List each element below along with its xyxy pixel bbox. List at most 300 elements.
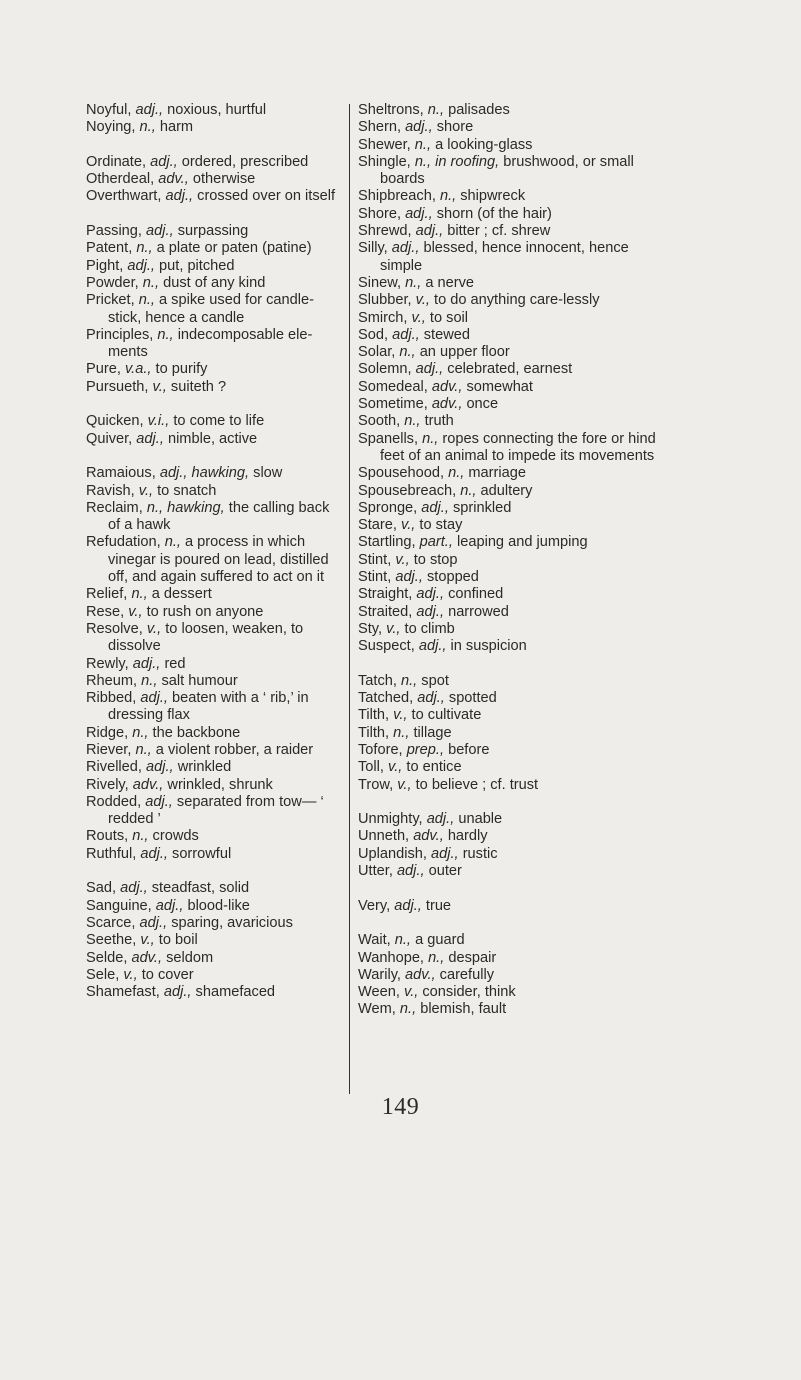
headword: Trow,	[358, 776, 394, 793]
part-of-speech: adj.,	[417, 690, 445, 707]
glossary-entry	[86, 846, 338, 863]
definition: a dessert	[151, 586, 212, 603]
headword: Scarce,	[86, 914, 136, 931]
glossary-entry	[358, 517, 663, 534]
glossary-entry	[86, 188, 338, 205]
definition: truth	[424, 413, 454, 430]
definition: to rush on anyone	[146, 603, 264, 620]
headword: Utter,	[358, 863, 393, 880]
definition: otherwise	[192, 171, 256, 188]
glossary-entry	[86, 777, 338, 794]
part-of-speech: n.,	[393, 724, 410, 741]
headword: Rivelled,	[86, 759, 142, 776]
part-of-speech: n.,	[422, 430, 439, 447]
headword: Warily,	[358, 966, 401, 983]
part-of-speech: adj.,	[145, 793, 173, 810]
entry-group	[86, 880, 338, 1001]
part-of-speech: adv.,	[131, 949, 163, 966]
entry-group	[86, 154, 338, 206]
glossary-entry	[86, 932, 338, 949]
definition: shipwreck	[460, 188, 526, 205]
headword: Stare,	[358, 517, 397, 534]
headword: Overthwart,	[86, 188, 162, 205]
glossary-entry	[358, 846, 663, 863]
glossary-entry	[358, 275, 663, 292]
glossary-entry	[358, 777, 663, 794]
headword: Ravish,	[86, 482, 135, 499]
headword: Straited,	[358, 603, 413, 620]
headword: Shewer,	[358, 136, 411, 153]
headword: Very,	[358, 897, 391, 914]
definition: wrinkled	[177, 759, 232, 776]
part-of-speech: v.,	[403, 984, 419, 1001]
part-of-speech: v.,	[415, 292, 430, 309]
headword: Otherdeal,	[86, 171, 155, 188]
definition: tillage	[413, 724, 452, 741]
headword: Reclaim,	[86, 499, 143, 516]
definition: shore	[436, 119, 474, 136]
definition: brushwood, or small boards	[380, 153, 634, 188]
part-of-speech: part.,	[419, 534, 453, 551]
definition: somewhat	[466, 378, 533, 395]
part-of-speech: adj.,	[418, 638, 447, 655]
part-of-speech: v.,	[123, 966, 138, 983]
part-of-speech: n.,	[448, 465, 465, 482]
headword: Ramaious,	[86, 465, 156, 482]
glossary-entry	[358, 967, 663, 984]
glossary-entry	[358, 206, 663, 223]
glossary-column-right	[358, 102, 663, 1036]
part-of-speech: adj.,	[150, 153, 178, 170]
glossary-entry	[358, 188, 663, 205]
glossary-entry	[86, 534, 338, 586]
part-of-speech: adj.,	[120, 880, 148, 897]
glossary-entry	[86, 171, 338, 188]
headword: Sanguine,	[86, 897, 152, 914]
glossary-entry	[358, 465, 663, 482]
definition: ropes connecting the fore or hind feet of an animal to impede its movements	[380, 430, 656, 464]
headword: Unmighty,	[358, 811, 423, 828]
part-of-speech: adj.,	[396, 863, 425, 880]
headword: Ribbed,	[86, 690, 137, 707]
part-of-speech: adj., hawking,	[159, 465, 250, 482]
definition: true	[425, 897, 452, 914]
part-of-speech: adj.,	[391, 240, 420, 257]
definition: rustic	[462, 845, 498, 862]
definition: the backbone	[152, 724, 241, 741]
entry-group	[358, 673, 663, 794]
definition: seldom	[166, 949, 214, 966]
part-of-speech: adj.,	[421, 499, 449, 516]
headword: Tofore,	[358, 741, 403, 758]
part-of-speech: v.,	[393, 707, 408, 724]
headword: Spronge,	[358, 499, 418, 516]
definition: confined	[448, 586, 504, 603]
part-of-speech: n.,	[139, 119, 156, 136]
part-of-speech: adj.,	[395, 569, 423, 586]
part-of-speech: v.,	[395, 551, 410, 568]
headword: Quicken,	[86, 413, 144, 430]
definition: crowds	[152, 828, 199, 845]
part-of-speech: adj.,	[426, 811, 455, 828]
glossary-entry	[86, 413, 338, 430]
glossary-entry	[358, 102, 663, 119]
glossary-entry	[358, 154, 663, 189]
glossary-entry	[86, 673, 338, 690]
glossary-entry	[358, 327, 663, 344]
glossary-entry	[86, 154, 338, 171]
headword: Spanells,	[358, 430, 419, 447]
glossary-entry	[86, 275, 338, 292]
part-of-speech: n.,	[132, 828, 149, 845]
glossary-entry	[86, 292, 338, 327]
entry-group	[86, 102, 338, 137]
glossary-entry	[86, 967, 338, 984]
part-of-speech: v.i.,	[147, 413, 170, 430]
definition: slow	[253, 465, 283, 482]
headword: Sad,	[86, 880, 117, 897]
part-of-speech: adj.,	[165, 188, 194, 205]
part-of-speech: v.a.,	[124, 361, 152, 378]
definition: unable	[458, 811, 503, 828]
part-of-speech: v.,	[386, 620, 401, 637]
part-of-speech: adv.,	[132, 776, 164, 793]
part-of-speech: adj.,	[415, 361, 444, 378]
glossary-entry	[358, 396, 663, 413]
glossary-entry	[86, 361, 338, 378]
headword: Somedeal,	[358, 378, 428, 395]
definition: put, pitched	[159, 257, 235, 274]
part-of-speech: adj.,	[405, 119, 433, 136]
part-of-speech: adj.,	[416, 586, 445, 603]
part-of-speech: adj.,	[163, 984, 192, 1001]
definition: in suspicion	[450, 638, 527, 655]
headword: Refudation,	[86, 534, 161, 551]
headword: Pight,	[86, 257, 124, 274]
definition: blessed, hence innocent, hence simple	[380, 240, 629, 274]
part-of-speech: adj.,	[405, 205, 433, 222]
headword: Seethe,	[86, 932, 137, 949]
glossary-entry	[358, 621, 663, 638]
headword: Tilth,	[358, 724, 390, 741]
headword: Sheltrons,	[358, 102, 424, 118]
headword: Shipbreach,	[358, 188, 436, 205]
glossary-entry	[358, 413, 663, 430]
definition: to soil	[429, 309, 469, 326]
part-of-speech: prep.,	[406, 741, 445, 758]
glossary-entry	[358, 534, 663, 551]
headword: Patent,	[86, 240, 133, 257]
definition: dust of any kind	[163, 274, 266, 291]
headword: Sod,	[358, 326, 389, 343]
headword: Routs,	[86, 828, 129, 845]
part-of-speech: n.,	[132, 724, 149, 741]
headword: Rewly,	[86, 655, 129, 672]
definition: narrowed	[448, 603, 509, 620]
headword: Powder,	[86, 274, 139, 291]
glossary-entry	[358, 361, 663, 378]
headword: Shingle,	[358, 153, 411, 170]
headword: Rodded,	[86, 793, 142, 810]
definition: marriage	[468, 465, 526, 482]
headword: Quiver,	[86, 430, 133, 447]
part-of-speech: n., in roofing,	[414, 153, 500, 170]
entry-group	[358, 932, 663, 1018]
glossary-entry	[358, 552, 663, 569]
entry-group	[358, 898, 663, 915]
part-of-speech: adj.,	[415, 223, 444, 240]
part-of-speech: v.,	[146, 620, 162, 637]
part-of-speech: adj.,	[146, 223, 174, 240]
headword: Tatched,	[358, 690, 414, 707]
glossary-entry	[358, 1001, 663, 1018]
glossary-entry	[86, 915, 338, 932]
definition: palisades	[448, 102, 510, 118]
glossary-entry	[86, 656, 338, 673]
glossary-entry	[86, 431, 338, 448]
definition: indecomposable ele-ments	[108, 326, 313, 361]
part-of-speech: n.,	[141, 672, 158, 689]
headword: Stint,	[358, 551, 392, 568]
glossary-entry	[358, 638, 663, 655]
page-number: 149	[381, 1094, 420, 1120]
definition: to come to life	[173, 413, 265, 430]
headword: Slubber,	[358, 292, 412, 309]
glossary-entry	[86, 690, 338, 725]
definition: to entice	[406, 759, 462, 776]
part-of-speech: adj.,	[392, 326, 420, 343]
part-of-speech: adj.,	[146, 759, 174, 776]
part-of-speech: adj.,	[140, 690, 168, 707]
definition: carefully	[439, 966, 494, 983]
part-of-speech: n.,	[399, 1001, 417, 1018]
headword: Stint,	[358, 569, 392, 586]
part-of-speech: n., hawking,	[146, 499, 225, 516]
headword: Noying,	[86, 119, 136, 136]
part-of-speech: n.,	[138, 292, 155, 309]
glossary-entry	[86, 483, 338, 500]
part-of-speech: n.,	[164, 534, 181, 551]
definition: harm	[159, 119, 194, 136]
glossary-entry	[86, 119, 338, 136]
glossary-entry	[358, 742, 663, 759]
definition: once	[466, 396, 499, 413]
headword: Shern,	[358, 119, 401, 136]
headword: Sinew,	[358, 274, 401, 291]
definition: ordered, prescribed	[181, 153, 309, 170]
headword: Riever,	[86, 741, 132, 758]
glossary-entry	[86, 880, 338, 897]
definition: a nerve	[425, 274, 475, 291]
headword: Solemn,	[358, 361, 412, 378]
glossary-entry	[358, 828, 663, 845]
part-of-speech: n.,	[414, 136, 432, 153]
definition: surpassing	[177, 223, 249, 240]
part-of-speech: v.,	[140, 932, 155, 949]
definition: the calling back of a hawk	[108, 499, 330, 534]
definition: to stay	[419, 517, 463, 534]
headword: Pricket,	[86, 292, 135, 309]
part-of-speech: adj.,	[431, 845, 459, 862]
glossary-entry	[86, 828, 338, 845]
headword: Noyful,	[86, 102, 132, 118]
glossary-entry	[358, 292, 663, 309]
headword: Resolve,	[86, 620, 143, 637]
definition: celebrated, earnest	[447, 361, 573, 378]
definition: a violent robber, a raider	[155, 741, 314, 758]
definition: shamefaced	[195, 984, 276, 1001]
headword: Pursueth,	[86, 378, 149, 395]
headword: Rese,	[86, 603, 125, 620]
part-of-speech: n.,	[405, 274, 422, 291]
glossary-entry	[86, 898, 338, 915]
headword: Sooth,	[358, 413, 401, 430]
headword: Ridge,	[86, 724, 129, 741]
headword: Tatch,	[358, 672, 397, 689]
glossary-entry	[358, 759, 663, 776]
glossary-entry	[358, 673, 663, 690]
headword: Tilth,	[358, 707, 390, 724]
glossary-entry	[86, 379, 338, 396]
definition: crossed over on itself	[197, 188, 336, 205]
glossary-entry	[86, 465, 338, 482]
headword: Ruthful,	[86, 845, 137, 862]
definition: shorn (of the hair)	[436, 205, 552, 222]
headword: Rively,	[86, 776, 129, 793]
definition: spot	[421, 672, 449, 689]
definition: nimble, active	[167, 430, 258, 447]
glossary-entry	[86, 604, 338, 621]
part-of-speech: n.,	[142, 274, 160, 291]
part-of-speech: adv.,	[158, 171, 189, 188]
glossary-entry	[358, 240, 663, 275]
glossary-entry	[86, 950, 338, 967]
part-of-speech: adj.,	[127, 257, 155, 274]
part-of-speech: adj.,	[394, 897, 422, 914]
definition: outer	[428, 863, 462, 880]
definition: to believe ; cf. trust	[415, 776, 539, 793]
glossary-entry	[358, 690, 663, 707]
glossary-entry	[358, 119, 663, 136]
part-of-speech: adj.,	[136, 430, 164, 447]
headword: Wem,	[358, 1001, 396, 1018]
glossary-column-left	[86, 102, 338, 1019]
part-of-speech: n.,	[460, 482, 477, 499]
glossary-entry	[358, 811, 663, 828]
definition: wrinkled, shrunk	[167, 776, 273, 793]
headword: Ordinate,	[86, 153, 147, 170]
part-of-speech: v.,	[411, 309, 426, 326]
definition: despair	[448, 949, 497, 966]
headword: Spousebreach,	[358, 482, 457, 499]
definition: to climb	[404, 620, 455, 637]
definition: spotted	[448, 690, 497, 707]
part-of-speech: n.,	[439, 188, 457, 205]
headword: Pure,	[86, 361, 121, 378]
definition: sorrowful	[172, 845, 232, 862]
glossary-entry	[358, 863, 663, 880]
headword: Uplandish,	[358, 845, 427, 862]
part-of-speech: adj.,	[140, 845, 168, 862]
glossary-entry	[86, 759, 338, 776]
definition: adultery	[480, 482, 533, 499]
glossary-entry	[86, 586, 338, 603]
definition: before	[448, 741, 490, 758]
glossary-entry	[358, 898, 663, 915]
headword: Solar,	[358, 344, 396, 361]
part-of-speech: n.,	[394, 932, 411, 949]
definition: suiteth ?	[170, 378, 227, 395]
headword: Spousehood,	[358, 465, 445, 482]
headword: Wait,	[358, 932, 391, 949]
glossary-entry	[86, 327, 338, 362]
glossary-entry	[86, 223, 338, 240]
definition: to cover	[141, 966, 194, 983]
entry-group	[358, 102, 663, 656]
glossary-entry	[358, 950, 663, 967]
part-of-speech: n.,	[404, 413, 421, 430]
part-of-speech: n.,	[401, 672, 418, 689]
glossary-entry	[86, 102, 338, 119]
definition: leaping and jumping	[456, 534, 588, 551]
glossary-entry	[358, 223, 663, 240]
glossary-entry	[358, 310, 663, 327]
part-of-speech: v.,	[152, 378, 167, 395]
glossary-entry	[358, 379, 663, 396]
part-of-speech: v.,	[138, 482, 154, 499]
headword: Wanhope,	[358, 949, 424, 966]
definition: stopped	[426, 569, 479, 586]
glossary-entry	[358, 344, 663, 361]
part-of-speech: n.,	[136, 240, 153, 257]
glossary-entry	[358, 984, 663, 1001]
definition: a looking-glass	[435, 136, 533, 153]
headword: Sele,	[86, 966, 120, 983]
definition: salt humour	[161, 672, 238, 689]
headword: Sometime,	[358, 396, 428, 413]
headword: Sty,	[358, 620, 383, 637]
column-divider	[349, 104, 350, 1094]
entry-group	[358, 811, 663, 880]
headword: Selde,	[86, 949, 128, 966]
part-of-speech: adv.,	[413, 828, 444, 845]
glossary-entry	[358, 707, 663, 724]
part-of-speech: adj.,	[139, 914, 168, 931]
glossary-entry	[358, 586, 663, 603]
part-of-speech: adj.,	[155, 897, 184, 914]
entry-group	[86, 223, 338, 396]
headword: Ween,	[358, 984, 400, 1001]
headword: Startling,	[358, 534, 416, 551]
headword: Principles,	[86, 326, 154, 343]
part-of-speech: adj.,	[416, 603, 445, 620]
part-of-speech: adv.,	[405, 966, 436, 983]
glossary-entry	[358, 725, 663, 742]
definition: stewed	[423, 326, 470, 343]
headword: Unneth,	[358, 828, 410, 845]
part-of-speech: v.,	[128, 603, 143, 620]
glossary-entry	[358, 500, 663, 517]
definition: blood-like	[187, 897, 250, 914]
definition: to purify	[155, 361, 208, 378]
glossary-entry	[358, 604, 663, 621]
headword: Rheum,	[86, 672, 138, 689]
headword: Toll,	[358, 759, 384, 776]
part-of-speech: adv.,	[431, 378, 463, 395]
glossary-entry	[86, 742, 338, 759]
part-of-speech: v.,	[388, 759, 403, 776]
glossary-entry	[358, 431, 663, 466]
